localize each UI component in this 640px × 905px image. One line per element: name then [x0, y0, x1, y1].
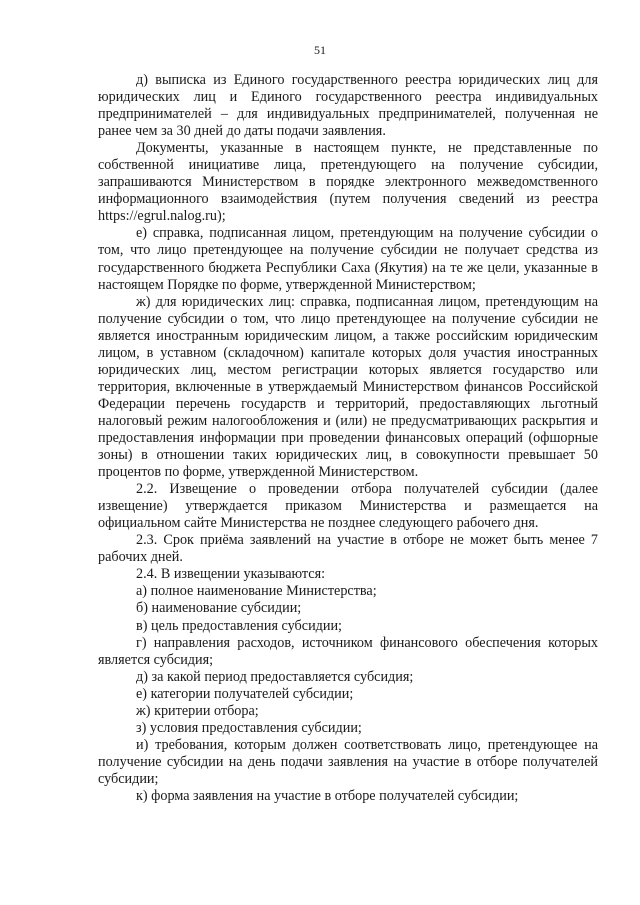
paragraph-2-2-notice-approval: 2.2. Извещение о проведении отбора получателей субсидии (далее извещение) утверждается приказом Министерства и размещается на официальном сайте Министерства не позднее следующего рабочего дня.: [98, 481, 598, 532]
list-item-z-subsidy-conditions: з) условия предоставления субсидии;: [136, 719, 362, 736]
paragraph-d-egrul-extract: д) выписка из Единого государственного реестра юридических лиц для юридических лиц и Единого государственного реестра индивидуальных предпринимателей – для индивидуальных предпринимателей, полученная не ранее чем за 30 дней до даты подачи заявления.: [98, 72, 598, 140]
list-item-v-subsidy-purpose: в) цель предоставления субсидии;: [136, 617, 343, 634]
document-body: [98, 72, 598, 805]
paragraph-documents-requested: Документы, указанные в настоящем пункте, не представленные по собственной инициативе лица, претендующего на получение субсидии, запрашиваются Министерством в порядке электронного межведомственного информационного взаимодействия (путем получения сведений из реестра https://egrul.nalog.ru);: [98, 140, 598, 225]
list-item-b-subsidy-name: б) наименование субсидии;: [136, 600, 302, 617]
paragraph-zh-certificate-not-foreign: ж) для юридических лиц: справка, подписанная лицом, претендующим на получение субсидии о том, что лицо претендующее на получение субсидии не является иностранным юридическим лицом, а также российским юридическим лицом, в уставном (складочном) капитале которых доля участия иностранных юридических лиц, местом регистрации которых является государство или территория, включенные в утверждаемый Министерством финансов Российской Федерации перечень государств и территорий, предоставляющих льготный налоговый режим налогообложения и (или) не предусматривающих раскрытия и предоставления информации при проведении финансовых операций (офшорные зоны) в отношении таких юридических лиц, в совокупности превышает 50 процентов по форме, утвержденной Министерством.: [98, 293, 598, 481]
list-item-a-ministry-name: а) полное наименование Министерства;: [136, 583, 377, 600]
list-item-k-application-form: к) форма заявления на участие в отборе получателей субсидии;: [136, 787, 519, 804]
paragraph-2-3-application-period: 2.3. Срок приёма заявлений на участие в отборе не может быть менее 7 рабочих дней.: [98, 532, 598, 566]
paragraph-e-certificate-no-budget-funds: е) справка, подписанная лицом, претендующим на получение субсидии о том, что лицо претендующее на получение субсидии не получает средства из государственного бюджета Республики Саха (Якутия) на те же цели, указанные в настоящем Порядке по форме, утвержденной Министерством;: [98, 225, 598, 293]
list-item-e-recipient-categories: е) категории получателей субсидии;: [136, 685, 354, 702]
list-item-i-applicant-requirements: и) требования, которым должен соответствовать лицо, претендующее на получение субсидии на день подачи заявления на участие в отборе получателей субсидии;: [98, 736, 598, 787]
list-item-zh-selection-criteria: ж) критерии отбора;: [136, 702, 259, 719]
list-item-d-subsidy-period: д) за какой период предоставляется субсидия;: [136, 668, 414, 685]
paragraph-2-4-notice-contents: 2.4. В извещении указываются:: [136, 566, 326, 583]
list-item-g-expense-directions: г) направления расходов, источником финансового обеспечения которых является субсидия;: [98, 634, 598, 668]
page-number: 51: [314, 43, 326, 57]
